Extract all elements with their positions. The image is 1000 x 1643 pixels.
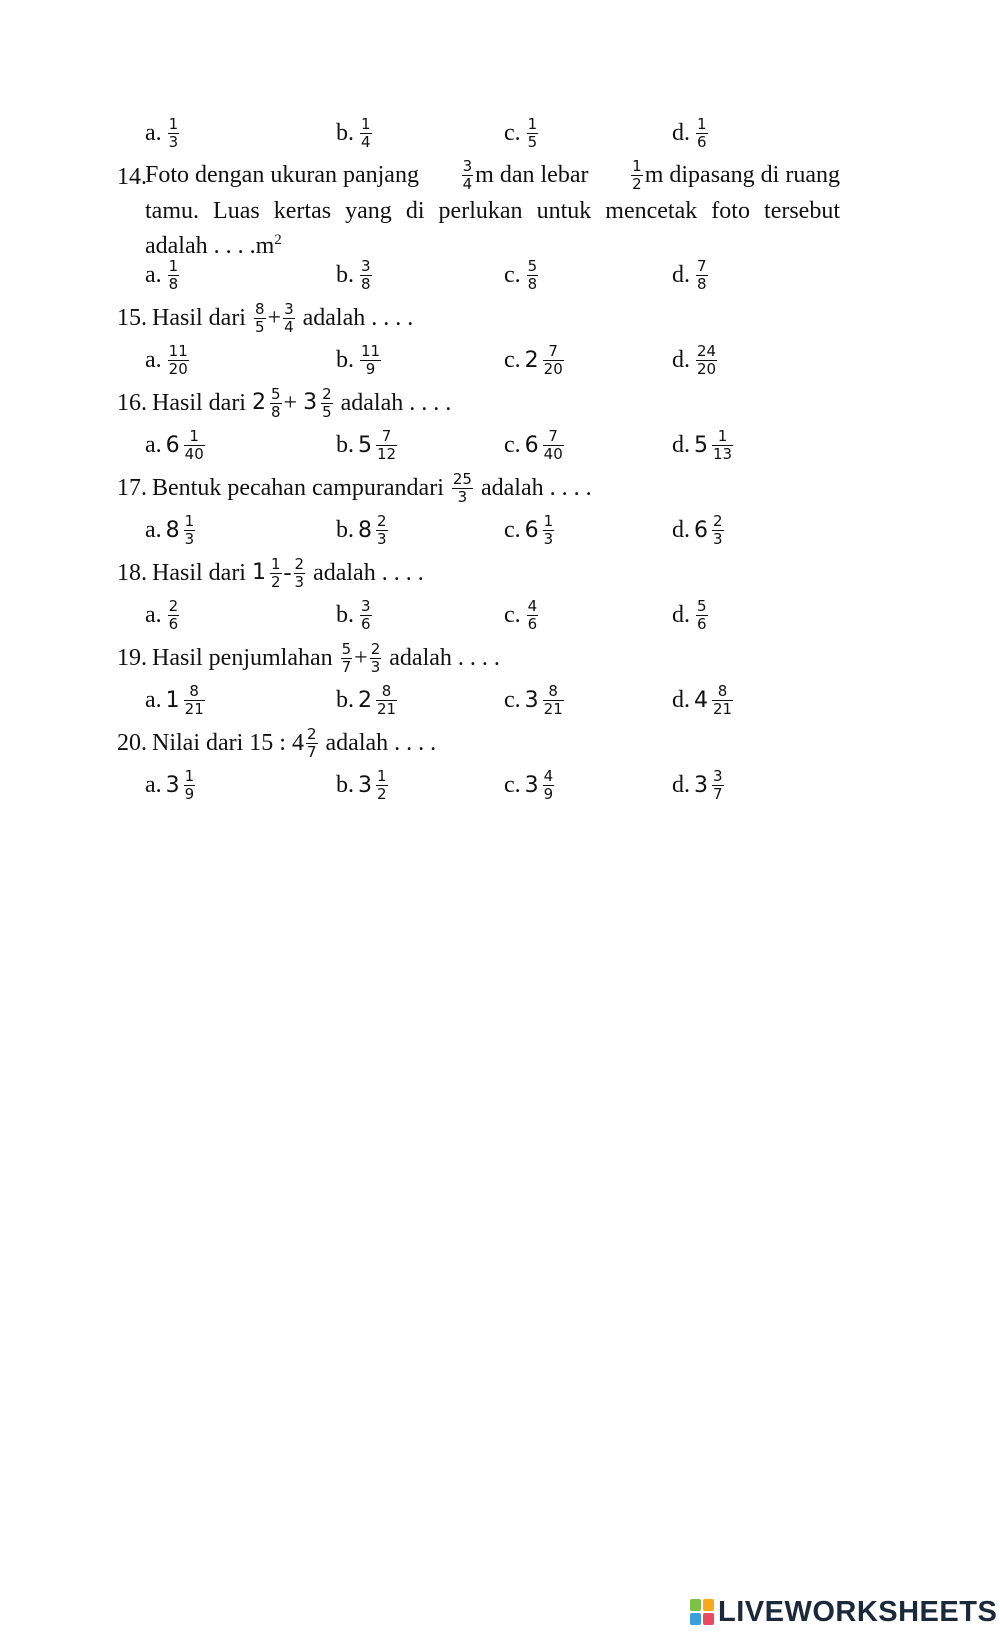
- numerator: 1: [697, 114, 707, 133]
- option-letter: a.: [145, 771, 162, 798]
- numerator: 8: [381, 681, 392, 700]
- operator: +: [354, 645, 368, 671]
- denominator: 4: [462, 174, 473, 193]
- denominator: 21: [543, 699, 563, 718]
- numerator: 1: [717, 426, 728, 445]
- denominator: 6: [697, 614, 707, 633]
- q16-option-a[interactable]: [145, 422, 207, 468]
- denominator: 3: [294, 572, 305, 591]
- option-letter: b.: [336, 516, 354, 543]
- numerator: 3: [284, 299, 294, 318]
- numerator: 7: [381, 426, 392, 445]
- text: adalah . . . .: [313, 560, 424, 586]
- option-letter: d.: [672, 346, 690, 373]
- numerator: 7: [548, 341, 558, 360]
- fraction: [370, 641, 382, 676]
- numerator: 2: [713, 511, 723, 530]
- q18-option-a[interactable]: [145, 592, 181, 638]
- text: Hasil dari: [152, 305, 246, 331]
- text: adalah . . . .: [340, 390, 452, 416]
- q13-option-b[interactable]: [336, 110, 374, 156]
- fraction: [527, 116, 539, 151]
- numerator: 8: [189, 681, 199, 700]
- operator: +: [283, 390, 298, 416]
- q17-options: [0, 507, 1000, 553]
- denominator: 8: [168, 274, 179, 293]
- denominator: 13: [713, 444, 733, 463]
- denominator: 3: [543, 529, 554, 548]
- denominator: 20: [697, 359, 717, 378]
- fraction: [168, 116, 180, 151]
- whole-number: 5: [694, 432, 708, 458]
- numerator: 5: [697, 596, 707, 615]
- whole-number: 2: [358, 687, 372, 713]
- fraction: [270, 556, 282, 591]
- question-text: [152, 720, 436, 766]
- q17-option-d[interactable]: [672, 507, 726, 553]
- option-letter: d.: [672, 119, 690, 146]
- q18-option-b[interactable]: [336, 592, 374, 638]
- option-letter: c.: [504, 261, 521, 288]
- option-letter: c.: [504, 516, 521, 543]
- option-letter: c.: [504, 771, 521, 798]
- liveworksheets-logo-icon: [690, 1599, 714, 1625]
- text: Nilai dari 15 : 4: [152, 730, 304, 756]
- option-letter: a.: [145, 346, 162, 373]
- question-number: 19.: [117, 645, 147, 671]
- denominator: 3: [370, 657, 381, 676]
- q14-option-a[interactable]: [145, 252, 181, 298]
- denominator: 6: [361, 614, 371, 633]
- fraction: [360, 116, 372, 151]
- question-text: [152, 635, 500, 681]
- denominator: 2: [270, 572, 281, 591]
- q14-option-d[interactable]: [672, 252, 710, 298]
- fraction: [184, 683, 205, 718]
- whole-number: 3: [524, 772, 539, 798]
- q14-options: [0, 252, 1000, 298]
- fraction: [696, 116, 708, 151]
- numerator: 2: [370, 639, 381, 658]
- q15-option-a[interactable]: [145, 337, 191, 383]
- denominator: 20: [168, 359, 188, 378]
- text: Bentuk pecahan campurandari: [152, 475, 444, 501]
- numerator: 1: [189, 426, 199, 445]
- option-letter: b.: [336, 601, 354, 628]
- denominator: 8: [270, 402, 281, 421]
- denominator: 21: [713, 699, 733, 718]
- denominator: 7: [306, 742, 317, 761]
- q13-option-d[interactable]: [672, 110, 710, 156]
- whole-number: 3: [303, 390, 318, 415]
- numerator: 11: [168, 341, 188, 360]
- fraction: [321, 386, 333, 421]
- whole-number: 6: [524, 517, 539, 543]
- question-number: 18.: [117, 560, 147, 586]
- q17-option-c[interactable]: [504, 507, 556, 553]
- option-letter: b.: [336, 431, 354, 458]
- denominator: 40: [184, 444, 204, 463]
- numerator: 1: [632, 156, 642, 175]
- numerator: 25: [452, 469, 472, 488]
- fraction: [712, 768, 724, 803]
- fraction: [270, 386, 282, 421]
- q19-option-b[interactable]: [336, 677, 399, 723]
- fraction: [254, 301, 266, 336]
- text: adalah . . . .: [389, 645, 500, 671]
- denominator: 8: [361, 274, 371, 293]
- numerator: 1: [377, 766, 387, 785]
- question-text: [152, 465, 592, 511]
- q15-option-c[interactable]: [504, 337, 566, 383]
- q15-options: [0, 337, 1000, 383]
- option-letter: c.: [504, 431, 521, 458]
- option-letter: a.: [145, 119, 162, 146]
- fraction: [168, 598, 180, 633]
- fraction: [168, 343, 189, 378]
- fraction: [376, 683, 397, 718]
- whole-number: 6: [524, 432, 539, 458]
- numerator: 1: [270, 554, 281, 573]
- option-letter: a.: [145, 261, 162, 288]
- fraction: [527, 258, 539, 293]
- numerator: 5: [527, 256, 538, 275]
- fraction: [360, 258, 372, 293]
- q17-option-b[interactable]: [336, 507, 390, 553]
- q16-option-d[interactable]: [672, 422, 735, 468]
- denominator: 9: [365, 359, 376, 378]
- fraction: [543, 428, 564, 463]
- option-letter: b.: [336, 261, 354, 288]
- q15-option-d[interactable]: [672, 337, 719, 383]
- whole-number: 1: [251, 560, 266, 585]
- option-letter: d.: [672, 601, 690, 628]
- fraction: [376, 768, 388, 803]
- denominator: 9: [184, 784, 195, 803]
- fraction: [712, 428, 733, 463]
- q20-options: [0, 762, 1000, 808]
- fraction: [452, 471, 473, 506]
- whole-number: 1: [165, 687, 180, 713]
- option-letter: a.: [145, 686, 162, 713]
- numerator: 3: [361, 256, 371, 275]
- whole-number: 6: [694, 517, 708, 543]
- denominator: 40: [543, 444, 563, 463]
- fraction: [283, 301, 295, 336]
- q15-option-b[interactable]: [336, 337, 383, 383]
- denominator: 5: [254, 317, 265, 336]
- fraction: [184, 428, 205, 463]
- denominator: 4: [361, 132, 371, 151]
- q19-option-d[interactable]: [672, 677, 735, 723]
- text: adalah . . . .: [480, 475, 592, 501]
- denominator: 7: [341, 657, 352, 676]
- fraction: [527, 598, 539, 633]
- denominator: 3: [457, 487, 468, 506]
- denominator: 8: [527, 274, 538, 293]
- whole-number: 3: [524, 687, 539, 713]
- text: m dipasang di ruang: [644, 162, 840, 188]
- question-number: 16.: [117, 390, 147, 416]
- fraction: [306, 726, 318, 761]
- numerator: 2: [306, 724, 317, 743]
- numerator: 7: [697, 256, 707, 275]
- option-letter: d.: [672, 686, 690, 713]
- q13-option-c[interactable]: [504, 110, 540, 156]
- option-letter: b.: [336, 686, 354, 713]
- numerator: 4: [543, 766, 554, 785]
- text: m dan lebar: [475, 162, 589, 188]
- fraction: [543, 768, 555, 803]
- numerator: 2: [377, 511, 387, 530]
- denominator: 3: [168, 132, 179, 151]
- numerator: 11: [361, 341, 381, 360]
- question-text: [152, 380, 451, 426]
- fraction: [376, 513, 388, 548]
- option-letter: d.: [672, 771, 690, 798]
- liveworksheets-logo[interactable]: [690, 1594, 997, 1630]
- question-number: 20.: [117, 730, 147, 756]
- denominator: 2: [632, 174, 642, 193]
- option-letter: b.: [336, 771, 354, 798]
- fraction: [168, 258, 180, 293]
- option-letter: c.: [504, 119, 521, 146]
- q18-option-d[interactable]: [672, 592, 710, 638]
- fraction: [376, 428, 397, 463]
- text: adalah . . . .: [302, 305, 414, 331]
- whole-number: 3: [694, 772, 708, 798]
- superscript: 2: [274, 232, 282, 248]
- fraction: [543, 343, 564, 378]
- text: adalah . . . .m: [145, 233, 275, 259]
- whole-number: 8: [358, 517, 372, 543]
- denominator: 9: [543, 784, 554, 803]
- numerator: 1: [527, 114, 538, 133]
- fraction: [543, 683, 564, 718]
- question-text: [152, 550, 424, 596]
- option-letter: a.: [145, 431, 162, 458]
- numerator: 8: [717, 681, 728, 700]
- numerator: 8: [548, 681, 558, 700]
- question-text-line2: tamu. Luas kertas yang di perlukan untuk mencetak foto tersebut: [145, 198, 840, 224]
- operator: +: [267, 305, 282, 331]
- q14-option-b[interactable]: [336, 252, 374, 298]
- denominator: 6: [527, 614, 538, 633]
- fraction: [360, 343, 381, 378]
- fraction: [696, 598, 708, 633]
- question-text-line1: [145, 152, 840, 198]
- numerator: 2: [322, 384, 332, 403]
- whole-number: 6: [165, 432, 180, 458]
- option-letter: c.: [504, 686, 521, 713]
- numerator: 1: [184, 766, 195, 785]
- denominator: 20: [543, 359, 563, 378]
- denominator: 4: [284, 317, 294, 336]
- denominator: 5: [527, 132, 538, 151]
- whole-number: 4: [694, 687, 708, 713]
- q20-option-d[interactable]: [672, 762, 726, 808]
- numerator: 8: [254, 299, 265, 318]
- question-text: [152, 295, 413, 341]
- q16-option-c[interactable]: [504, 422, 566, 468]
- fraction: [294, 556, 306, 591]
- whole-number: 5: [358, 432, 372, 458]
- q18-options: [0, 592, 1000, 638]
- whole-number: 3: [165, 772, 180, 798]
- text: Hasil penjumlahan: [152, 645, 333, 671]
- numerator: 1: [361, 114, 371, 133]
- whole-number: 2: [524, 347, 539, 373]
- denominator: 21: [377, 699, 397, 718]
- q19-option-c[interactable]: [504, 677, 566, 723]
- fraction: [341, 641, 353, 676]
- fraction: [184, 513, 196, 548]
- q13-options: [0, 110, 1000, 156]
- numerator: 1: [543, 511, 554, 530]
- text: Foto dengan ukuran panjang: [145, 162, 419, 188]
- q19-options: [0, 677, 1000, 723]
- numerator: 5: [341, 639, 352, 658]
- text: Hasil dari: [152, 560, 246, 586]
- option-letter: a.: [145, 601, 162, 628]
- q14-option-c[interactable]: [504, 252, 540, 298]
- q16-options: [0, 422, 1000, 468]
- option-letter: d.: [672, 261, 690, 288]
- option-letter: d.: [672, 516, 690, 543]
- fraction: [462, 158, 474, 193]
- whole-number: 3: [358, 772, 372, 798]
- denominator: 8: [697, 274, 707, 293]
- q18-option-c[interactable]: [504, 592, 540, 638]
- denominator: 5: [322, 402, 332, 421]
- numerator: 3: [462, 156, 473, 175]
- fraction: [543, 513, 555, 548]
- fraction: [712, 683, 733, 718]
- q20-option-b[interactable]: [336, 762, 390, 808]
- numerator: 3: [713, 766, 723, 785]
- denominator: 6: [697, 132, 707, 151]
- question-number: 17.: [117, 475, 147, 501]
- denominator: 3: [184, 529, 195, 548]
- numerator: 7: [548, 426, 558, 445]
- fraction: [631, 158, 643, 193]
- q20-option-c[interactable]: [504, 762, 556, 808]
- denominator: 3: [377, 529, 387, 548]
- option-letter: d.: [672, 431, 690, 458]
- numerator: 1: [168, 114, 179, 133]
- option-letter: c.: [504, 346, 521, 373]
- text: adalah . . . .: [325, 730, 437, 756]
- fraction: [696, 343, 717, 378]
- numerator: 1: [168, 256, 179, 275]
- width-value: [629, 158, 840, 193]
- text: Hasil dari: [152, 390, 246, 416]
- numerator: 4: [527, 596, 538, 615]
- q19-option-a[interactable]: [145, 677, 207, 723]
- denominator: 2: [377, 784, 387, 803]
- question-number: 15.: [117, 305, 147, 331]
- numerator: 24: [697, 341, 717, 360]
- q17-option-a[interactable]: [145, 507, 197, 553]
- q20-option-a[interactable]: [145, 762, 197, 808]
- fraction: [184, 768, 196, 803]
- whole-number: 2: [251, 390, 266, 415]
- denominator: 21: [184, 699, 204, 718]
- option-letter: c.: [504, 601, 521, 628]
- denominator: 7: [713, 784, 723, 803]
- numerator: 1: [184, 511, 195, 530]
- fraction: [712, 513, 724, 548]
- operator: -: [283, 560, 292, 586]
- numerator: 2: [294, 554, 305, 573]
- whole-number: 8: [165, 517, 180, 543]
- denominator: 6: [168, 614, 179, 633]
- q16-option-b[interactable]: [336, 422, 399, 468]
- denominator: 12: [377, 444, 397, 463]
- fraction: [360, 598, 372, 633]
- numerator: 2: [168, 596, 179, 615]
- option-letter: b.: [336, 346, 354, 373]
- q13-option-a[interactable]: [145, 110, 181, 156]
- brand-name: LIVEWORKSHEETS: [718, 1595, 998, 1628]
- numerator: 5: [270, 384, 281, 403]
- length-value: [460, 158, 589, 193]
- denominator: 3: [713, 529, 723, 548]
- option-letter: b.: [336, 119, 354, 146]
- question-number: 14.: [117, 164, 147, 190]
- fraction: [696, 258, 708, 293]
- option-letter: a.: [145, 516, 162, 543]
- numerator: 3: [361, 596, 371, 615]
